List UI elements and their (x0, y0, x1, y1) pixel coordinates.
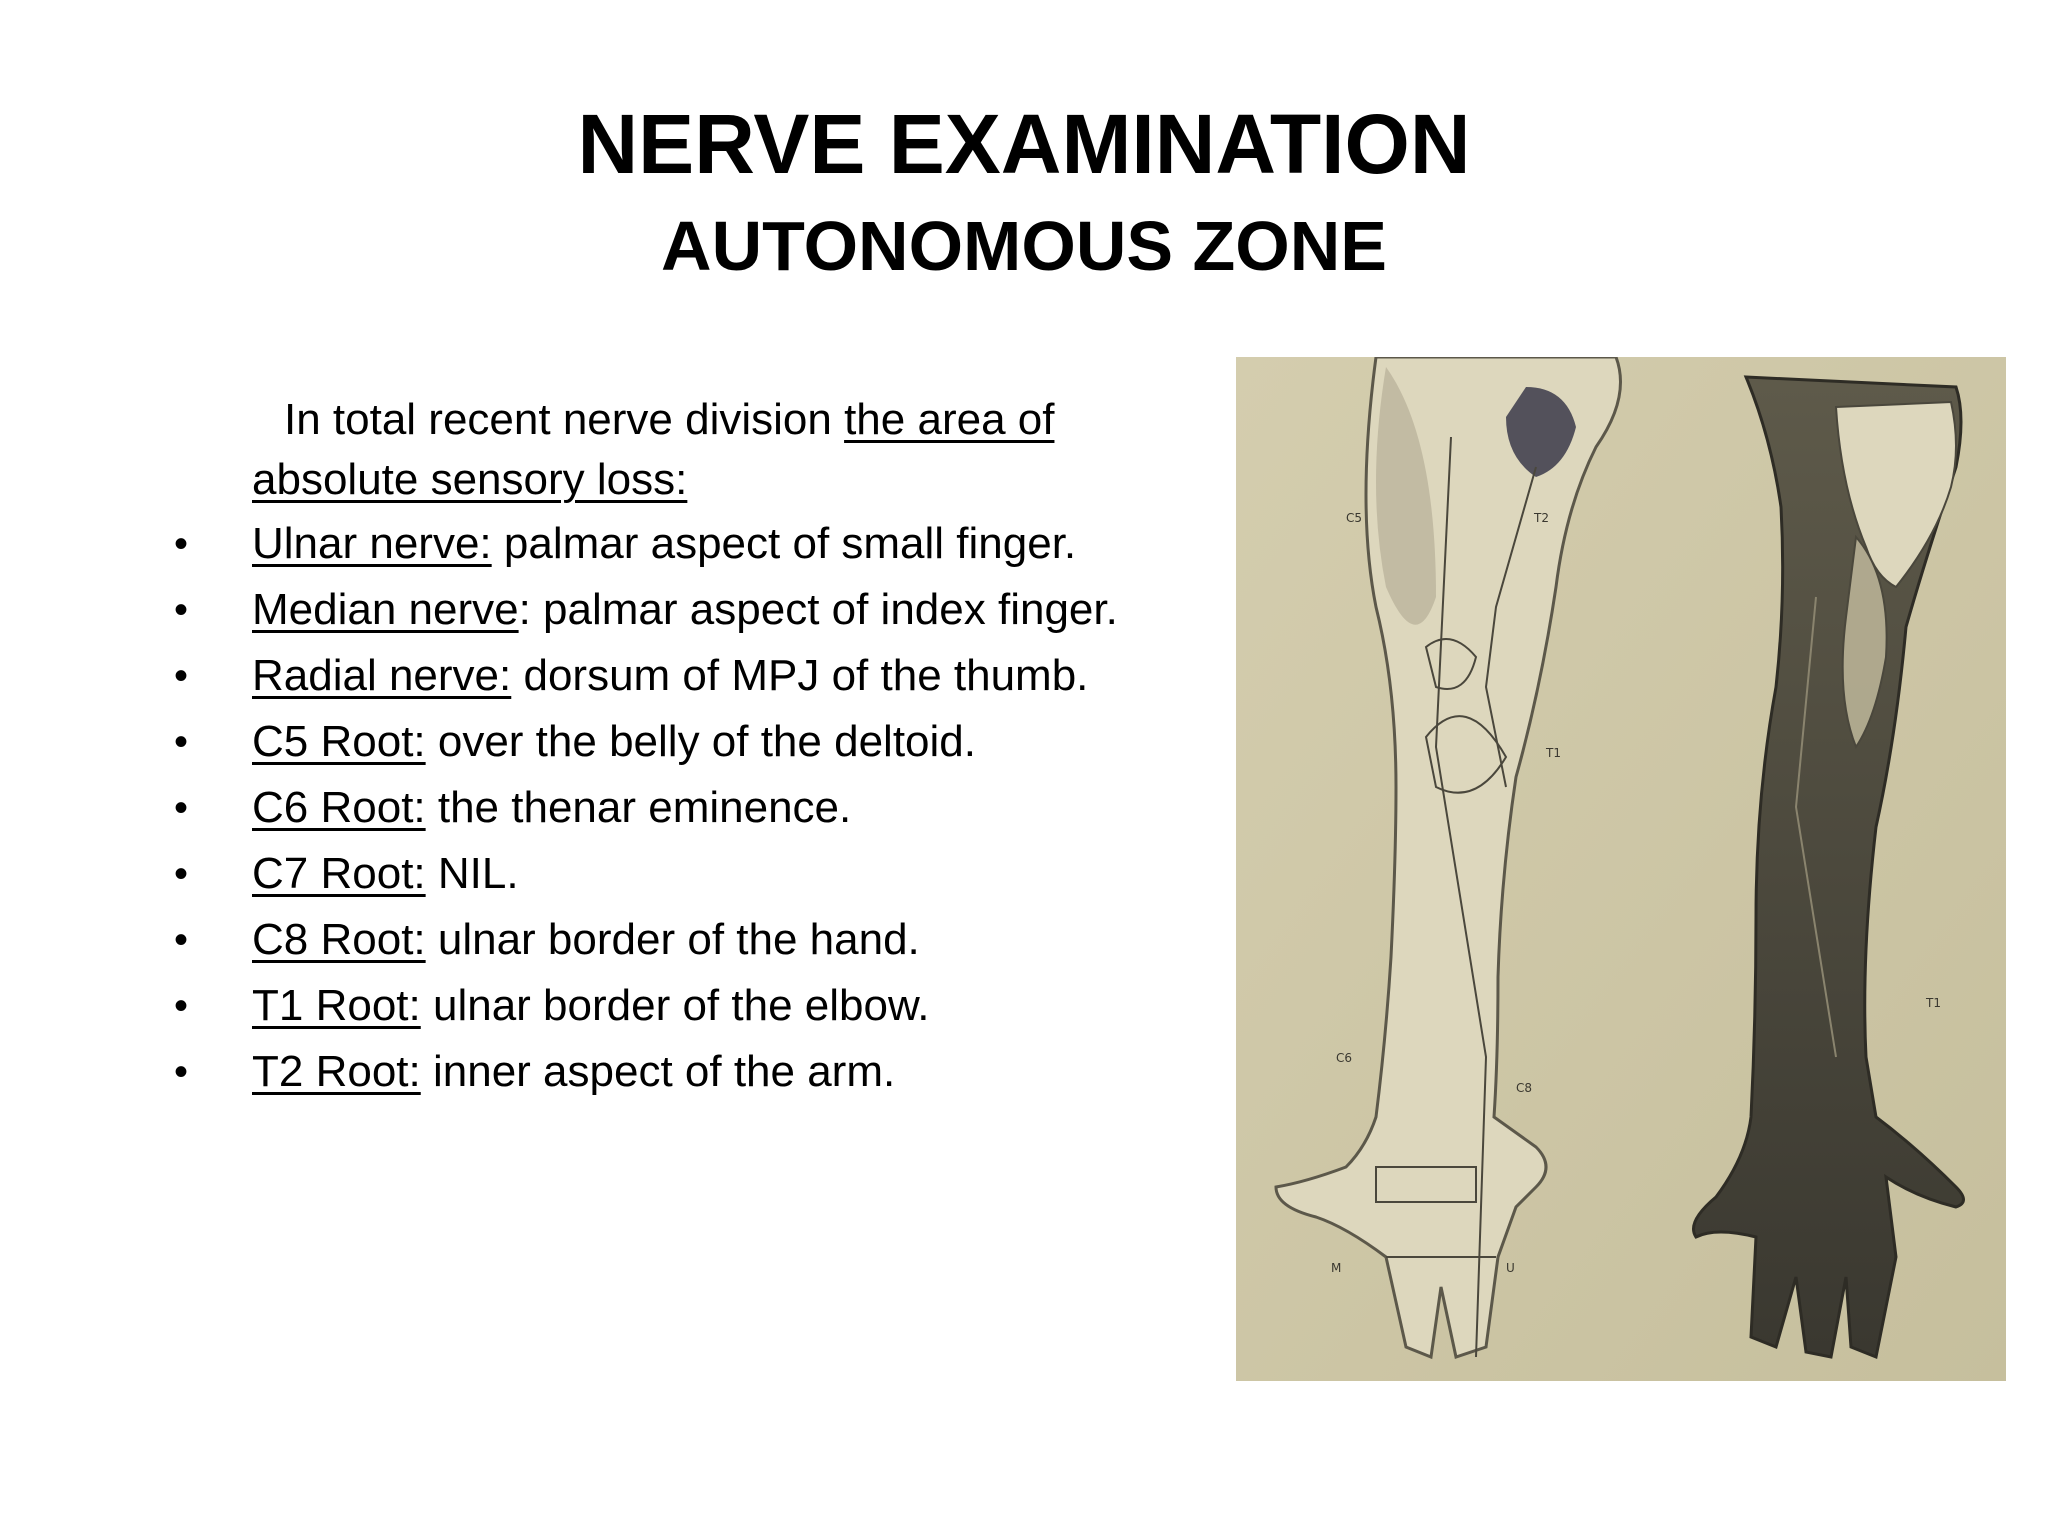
figure-label: C6 (1336, 1051, 1353, 1065)
figure-label: T1 (1926, 996, 1941, 1010)
item-label: T2 Root: (252, 1047, 421, 1096)
item-text: palmar aspect of small finger. (491, 519, 1077, 568)
bullet-icon: • (174, 918, 189, 962)
list-item (160, 582, 1160, 638)
item-text: over the belly of the deltoid. (425, 717, 976, 766)
item-label: C8 Root: (252, 915, 426, 964)
bullet-icon: • (174, 654, 189, 698)
item-text: inner aspect of the arm. (420, 1047, 896, 1096)
content-body (160, 390, 1160, 1110)
arm-dermatome-figure (1236, 357, 2006, 1381)
item-text: ulnar border of the hand. (425, 915, 920, 964)
bullet-icon: • (174, 786, 189, 830)
figure-label: C5 (1346, 511, 1363, 525)
bullet-icon: • (174, 1050, 189, 1094)
item-label: C7 Root: (252, 849, 426, 898)
item-label: Median nerve (252, 585, 519, 634)
figure-label: M (1331, 1261, 1342, 1275)
bullet-icon: • (174, 852, 189, 896)
item-text: ulnar border of the elbow. (420, 981, 930, 1030)
item-label: Ulnar nerve: (252, 519, 492, 568)
figure-label: T1 (1546, 746, 1561, 760)
arm-diagram-svg (1236, 357, 2006, 1381)
bullet-icon: • (174, 522, 189, 566)
list-item (160, 648, 1160, 704)
bullet-icon: • (174, 984, 189, 1028)
slide-title: NERVE EXAMINATION (577, 97, 1471, 191)
slide-subtitle: AUTONOMOUS ZONE (661, 207, 1387, 285)
item-text: dorsum of MPJ of the thumb. (511, 651, 1089, 700)
intro-prefix: In total recent nerve division (284, 395, 845, 444)
figure-label: T2 (1534, 511, 1549, 525)
item-text: : palmar aspect of index finger. (518, 585, 1118, 634)
bullet-icon: • (174, 588, 189, 632)
intro-paragraph (160, 390, 1160, 510)
figure-label: U (1506, 1261, 1515, 1275)
item-text: NIL. (425, 849, 519, 898)
item-label: C5 Root: (252, 717, 426, 766)
list-item (160, 780, 1160, 836)
list-item (160, 846, 1160, 902)
item-label: T1 Root: (252, 981, 421, 1030)
item-text: the thenar eminence. (425, 783, 852, 832)
item-label: C6 Root: (252, 783, 426, 832)
list-item (160, 978, 1160, 1034)
list-item (160, 912, 1160, 968)
intro-underlined: the area of absolute sensory loss: (252, 395, 1055, 504)
list-item (160, 516, 1160, 572)
bullet-list (160, 516, 1160, 1100)
list-item (160, 714, 1160, 770)
bullet-icon: • (174, 720, 189, 764)
list-item (160, 1044, 1160, 1100)
item-label: Radial nerve: (252, 651, 512, 700)
figure-label: C8 (1516, 1081, 1533, 1095)
